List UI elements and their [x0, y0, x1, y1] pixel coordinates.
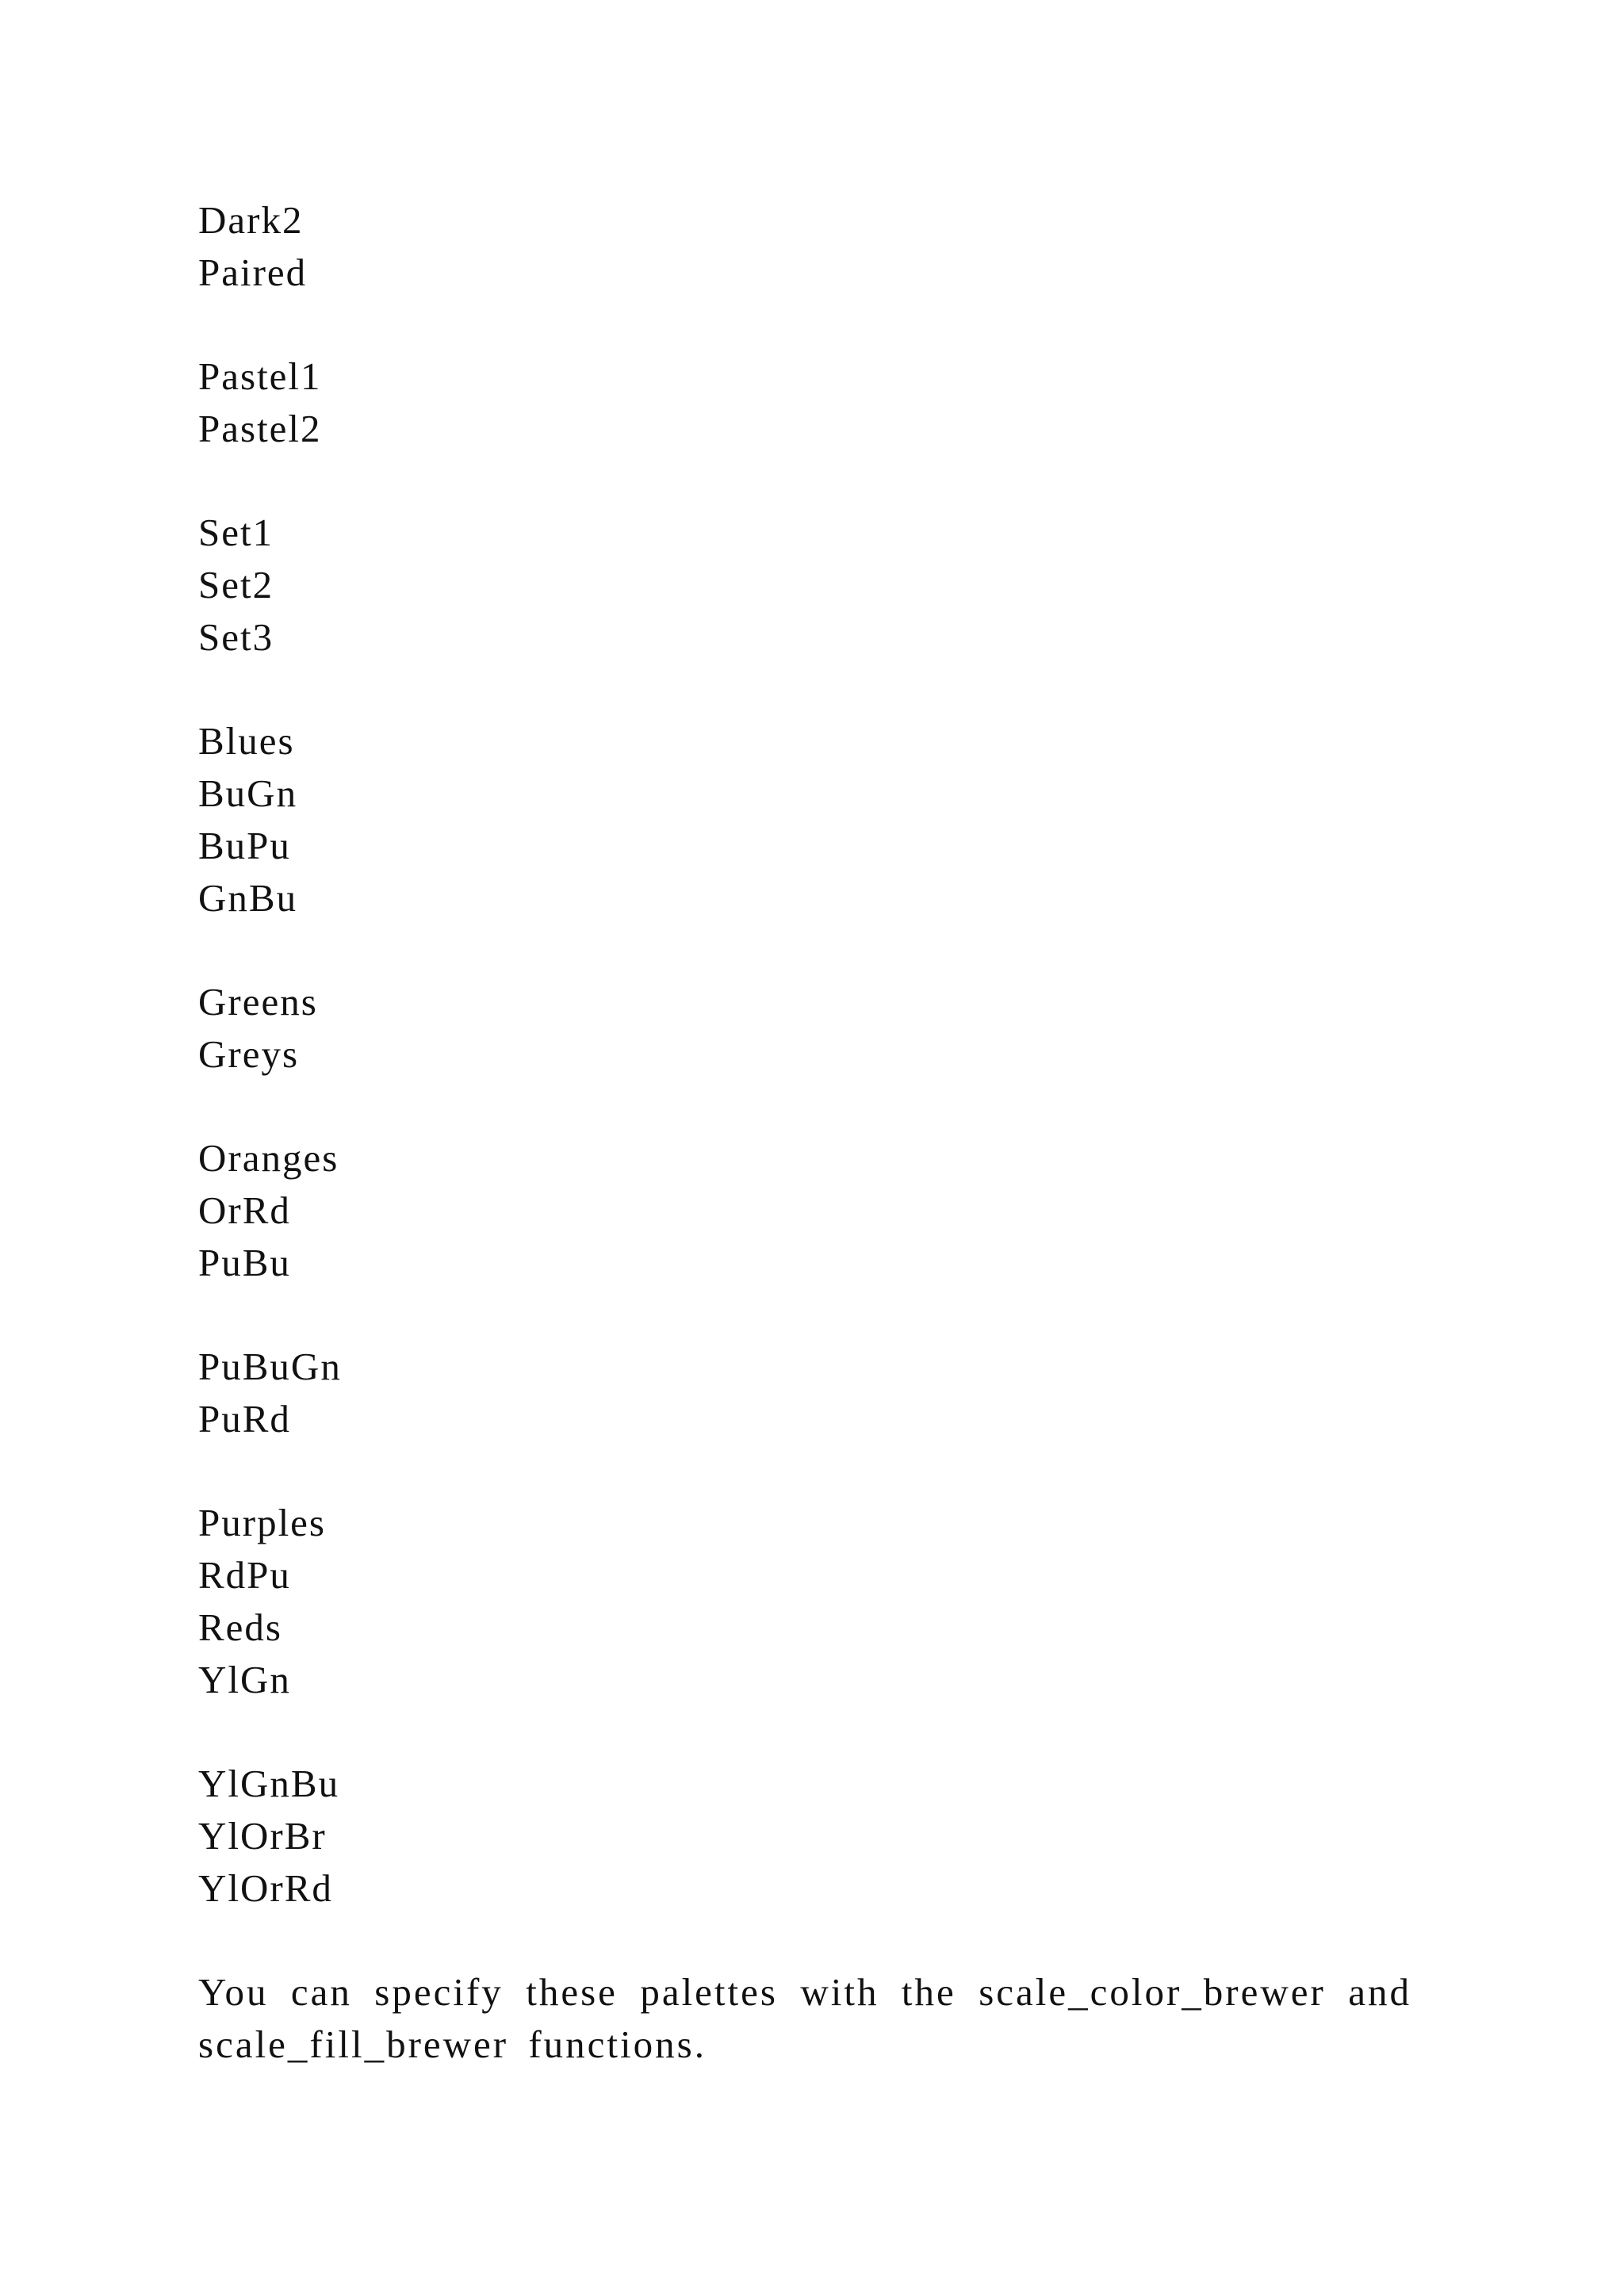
- palette-name: RdPu: [198, 1553, 291, 1597]
- palette-name: BuGn: [198, 771, 298, 815]
- palette-name: Greens: [198, 980, 318, 1024]
- palette-group: [198, 1341, 1411, 1445]
- palette-name: YlOrBr: [198, 1814, 327, 1858]
- palette-group: [198, 1132, 1411, 1289]
- palette-name: Pastel2: [198, 407, 322, 450]
- palette-group: [198, 194, 1411, 299]
- palette-group: [198, 976, 1411, 1081]
- palette-name: PuBuGn: [198, 1345, 342, 1388]
- palette-name: Reds: [198, 1605, 282, 1649]
- palette-name: Oranges: [198, 1136, 339, 1180]
- palette-name: YlGn: [198, 1658, 291, 1701]
- palette-name: Set3: [198, 615, 274, 659]
- palette-name: Set1: [198, 511, 274, 554]
- palette-name: OrRd: [198, 1188, 291, 1232]
- palette-name: YlGnBu: [198, 1762, 340, 1805]
- palette-name: Set2: [198, 563, 274, 607]
- text-column: [198, 194, 1411, 2071]
- palette-name: Purples: [198, 1501, 326, 1544]
- palette-name: Greys: [198, 1032, 300, 1076]
- palette-name: PuRd: [198, 1397, 291, 1441]
- palette-name: GnBu: [198, 876, 298, 920]
- palette-group: [198, 1758, 1411, 1915]
- closing-paragraph: You can specify these palettes with the scale_color_brewer and scale_fill_brewer functions.: [198, 1970, 1411, 2066]
- palette-group: [198, 350, 1411, 455]
- palette-name: Pastel1: [198, 354, 322, 398]
- palette-group: [198, 715, 1411, 924]
- palette-group: [198, 1497, 1411, 1706]
- palette-group: [198, 507, 1411, 664]
- palette-name: PuBu: [198, 1241, 291, 1284]
- palette-list: [198, 194, 1411, 1915]
- palette-name: Paired: [198, 251, 308, 294]
- palette-name: Blues: [198, 719, 295, 763]
- palette-name: YlOrRd: [198, 1866, 333, 1910]
- palette-name: Dark2: [198, 198, 304, 242]
- palette-name: BuPu: [198, 824, 291, 867]
